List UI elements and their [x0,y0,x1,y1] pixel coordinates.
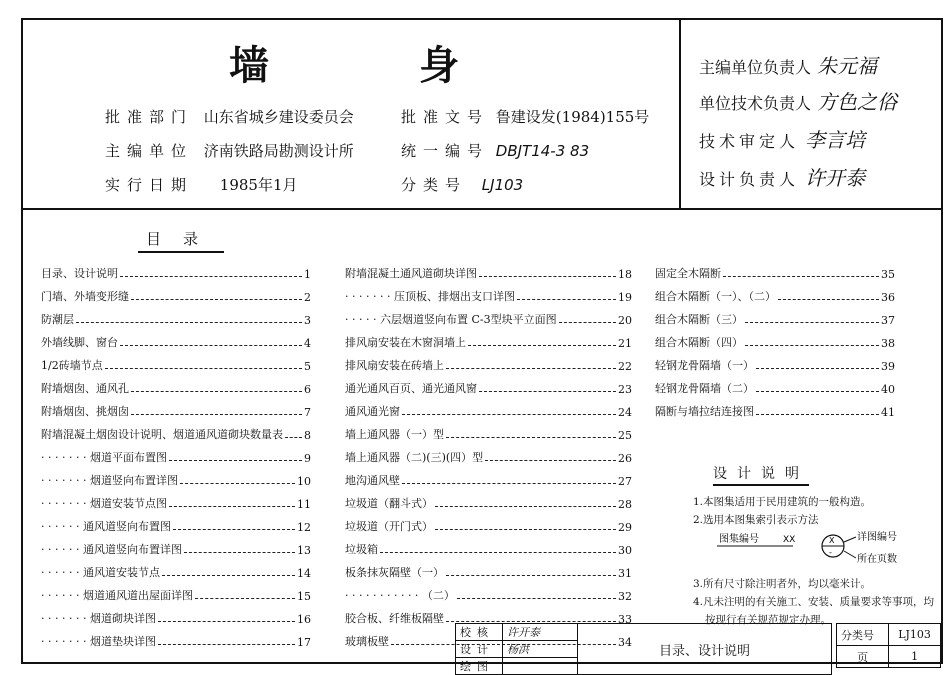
meta-effective-date: 实行日期 1985年1月 [105,176,298,194]
toc-entry [345,465,632,488]
toc-entry-page: 20 [618,314,632,327]
tb-sign-check: 许开泰 [503,624,578,641]
toc-entry-title: 隔断与墙拉结连接图 [655,405,754,418]
svg-text:-: - [829,548,832,557]
toc-entry [655,327,895,350]
title-char-1: 墙 [229,43,271,89]
toc-entry-page: 7 [304,406,311,419]
toc-entry-page: 12 [297,521,311,534]
toc-entry-title: 附墙烟囱、通风孔 [41,382,129,395]
title-block [455,623,832,675]
tb-label-design: 设计 [456,641,503,658]
meta-unified-no: 统一编号 DBJT14-3 83 [401,142,590,160]
signature-row: 单位技术负责人 方色之俗 [699,90,898,114]
toc-leader [380,552,616,553]
diagram-xx: XX [783,535,796,545]
toc-entry-title: · · · · · · · 烟道竖向布置详图 [41,474,178,487]
toc-title: 目录 [138,228,224,253]
toc-leader [517,299,616,300]
toc-entry-title: · · · · · · · 烟道安装节点图 [41,497,167,510]
toc-entry [41,442,311,465]
toc-entry [41,396,311,419]
toc-leader [479,391,616,392]
toc-entry-page: 27 [618,475,632,488]
toc-leader [131,391,302,392]
note-4: 4.凡未注明的有关施工、安装、质量要求等事项，均 [693,596,935,608]
diagram-label-detail: 详图编号 [857,532,897,543]
toc-entry [345,511,632,534]
toc-entry [41,603,311,626]
index-notation-diagram [693,527,923,571]
toc-column-2 [345,258,632,649]
tb-drawing-name: 目录、设计说明 [578,624,832,675]
toc-entry-page: 37 [881,314,895,327]
toc-entry-page: 30 [618,544,632,557]
toc-entry-title: · · · · · · · 压顶板、排烟出支口详图 [345,290,515,303]
toc-leader [745,345,879,346]
toc-entry [345,557,632,580]
toc-leader [756,368,879,369]
toc-entry [345,580,632,603]
toc-entry-page: 14 [297,567,311,580]
tb-catno: LJ103 [889,624,941,646]
toc-entry-page: 1 [304,268,311,281]
toc-entry-title: 垃圾箱 [345,543,378,556]
toc-leader [446,368,616,369]
toc-entry-title: 组合木隔断（三） [655,313,743,326]
toc-entry [41,350,311,373]
toc-leader [158,644,295,645]
toc-entry [345,304,632,327]
toc-leader [120,345,302,346]
toc-entry-page: 39 [881,360,895,373]
toc-entry-title: · · · · · · 通风道竖向布置图 [41,520,171,533]
toc-entry-title: 门墙、外墙变形缝 [41,290,129,303]
signature-row: 主编单位负责人 朱元福 [699,54,878,78]
toc-leader [723,276,879,277]
toc-entry-title: 组合木隔断（一）、（二） [655,290,776,303]
toc-leader [195,598,295,599]
toc-leader [446,621,616,622]
toc-leader [184,552,295,553]
toc-leader [485,460,616,461]
toc-entry-title: · · · · · · 通风道竖向布置详图 [41,543,182,556]
toc-leader [162,575,295,576]
toc-entry [41,465,311,488]
toc-leader [131,299,302,300]
toc-entry-title: 目录、设计说明 [41,267,118,280]
toc-leader [131,414,302,415]
drawing-sheet [21,18,943,673]
header-info-block [23,20,681,210]
toc-entry-page: 32 [618,590,632,603]
toc-leader [479,276,616,277]
tb-page-label: 页 [837,646,889,668]
toc-entry-page: 9 [304,452,311,465]
toc-entry [41,419,311,442]
toc-leader [402,414,616,415]
meta-editor-unit: 主编单位 济南铁路局勘测设计所 [105,142,354,160]
toc-entry-page: 41 [881,406,895,419]
toc-entry-page: 17 [297,636,311,649]
toc-entry [655,396,895,419]
diagram-x-top: X [829,536,835,545]
toc-entry [345,327,632,350]
tb-page-no: 1 [889,646,941,668]
title-block-index [836,623,941,668]
toc-entry-title: 通风通光窗 [345,405,400,418]
toc-entry [655,373,895,396]
toc-entry-page: 33 [618,613,632,626]
toc-leader [778,299,879,300]
toc-entry-title: 板条抹灰隔壁（一） [345,566,444,579]
signature-block [681,20,943,210]
toc-leader [180,483,295,484]
signature-row: 技术审定人 李言培 [699,128,866,152]
toc-entry-title: 垃圾道（开门式） [345,520,433,533]
toc-entry-page: 16 [297,613,311,626]
toc-entry [345,258,632,281]
toc-leader [457,598,616,599]
toc-entry-page: 4 [304,337,311,350]
toc-entry-title: 玻璃板壁 [345,635,389,648]
toc-entry-title: 排风扇安装在砖墙上 [345,359,444,372]
toc-entry [345,281,632,304]
toc-entry-title: 附墙混凝土烟囱设计说明、烟道通风道砌块数量表 [41,428,283,441]
toc-entry-page: 22 [618,360,632,373]
toc-entry-page: 21 [618,337,632,350]
toc-entry [41,327,311,350]
meta-approval-dept: 批准部门 山东省城乡建设委员会 [105,108,354,126]
toc-entry [41,258,311,281]
tb-sign-design: 杨洪 [503,641,578,658]
toc-entry-title: 轻钢龙骨隔墙（二） [655,382,754,395]
toc-entry [655,304,895,327]
toc-entry-page: 10 [297,475,311,488]
toc-entry [41,580,311,603]
toc-entry [345,534,632,557]
toc-leader [285,437,302,438]
toc-entry-page: 38 [881,337,895,350]
toc-entry [41,281,311,304]
toc-entry-title: 组合木隔断（四） [655,336,743,349]
toc-entry-page: 28 [618,498,632,511]
toc-entry [345,350,632,373]
toc-leader [745,322,879,323]
toc-leader [173,529,295,530]
toc-entry [655,258,895,281]
note-1: 1.本图集适用于民用建筑的一般构造。 [693,496,872,508]
toc-entry-page: 15 [297,590,311,603]
meta-category-no: 分类号 LJ103 [401,176,524,194]
toc-leader [559,322,616,323]
toc-entry-page: 34 [618,636,632,649]
toc-entry-page: 11 [297,498,311,511]
toc-leader [120,276,302,277]
tb-label-draw: 绘图 [456,658,503,675]
toc-entry [41,373,311,396]
toc-entry-title: · · · · · · · 烟道平面布置图 [41,451,167,464]
toc-entry-title: 垃圾道（翻斗式） [345,497,433,510]
toc-leader [169,506,295,507]
signature-row: 设计负责人 许开泰 [699,166,866,190]
toc-leader [446,437,616,438]
note-2: 2.选用本图集索引表示方法 [693,514,819,526]
toc-column-3 [655,258,895,419]
toc-entry-page: 6 [304,383,311,396]
toc-entry-page: 36 [881,291,895,304]
toc-leader [158,621,295,622]
toc-leader [169,460,302,461]
toc-entry-page: 24 [618,406,632,419]
toc-entry-page: 13 [297,544,311,557]
toc-entry-title: · · · · · · · 烟道砌块详图 [41,612,156,625]
toc-entry-title: · · · · · · · · · · · （二） [345,589,455,602]
toc-entry-title: 防潮层 [41,313,74,326]
toc-entry [41,534,311,557]
toc-entry-page: 40 [881,383,895,396]
toc-leader [76,322,302,323]
toc-entry-title: 通光通风百页、通光通风窗 [345,382,477,395]
toc-column-1 [41,258,311,649]
diagram-label-left: 图集编号 [719,534,759,545]
toc-leader [105,368,302,369]
toc-entry-title: 墙上通风器（二)(三)(四）型 [345,451,484,464]
toc-entry [345,373,632,396]
toc-entry [41,557,311,580]
toc-entry-page: 23 [618,383,632,396]
toc-entry-title: 轻钢龙骨隔墙（一） [655,359,754,372]
toc-entry-title: · · · · · · 通风道安装节点 [41,566,160,579]
toc-entry-title: 胶合板、纤维板隔壁 [345,612,444,625]
toc-entry [345,396,632,419]
toc-entry-title: 排风扇安装在木窗洞墙上 [345,336,466,349]
tb-sign-draw [503,658,578,675]
toc-entry-title: 墙上通风器（一）型 [345,428,444,441]
toc-entry-title: · · · · · 六层烟道竖向布置 C-3型块平立面图 [345,313,557,326]
note-3: 3.所有尺寸除注明者外，均以毫米计。 [693,578,872,590]
toc-entry [655,281,895,304]
toc-entry [41,511,311,534]
meta-approval-no: 批准文号 鲁建设发(1984)155号 [401,108,650,126]
toc-leader [756,391,879,392]
toc-entry [345,488,632,511]
toc-entry-page: 29 [618,521,632,534]
title-char-2: 身 [419,43,461,89]
toc-entry [655,350,895,373]
toc-entry-page: 2 [304,291,311,304]
toc-leader [435,529,616,530]
toc-entry-page: 19 [618,291,632,304]
toc-leader [446,575,616,576]
toc-entry [41,488,311,511]
toc-entry-page: 35 [881,268,895,281]
toc-entry-title: 1/2砖墙节点 [41,359,103,372]
toc-entry-page: 25 [618,429,632,442]
toc-entry-page: 18 [618,268,632,281]
toc-leader [402,483,616,484]
tb-label-check: 校核 [456,624,503,641]
toc-entry [41,304,311,327]
toc-leader [468,345,616,346]
tb-catno-label: 分类号 [837,624,889,646]
toc-entry-page: 8 [304,429,311,442]
note-5: 按现行有关规范规定办理。 [705,614,831,626]
notes-title: 设计说明 [713,463,809,486]
toc-entry-title: 固定全木隔断 [655,267,721,280]
diagram-label-page: 所在页数 [857,554,897,565]
toc-entry-title: 地沟通风壁 [345,474,400,487]
toc-entry [345,442,632,465]
toc-entry-title: 附墙烟囱、挑烟囱 [41,405,129,418]
toc-entry-title: · · · · · · · 烟道垫块详图 [41,635,156,648]
toc-entry-page: 3 [304,314,311,327]
toc-entry-title: · · · · · · 烟道通风道出屋面详图 [41,589,193,602]
toc-entry-page: 26 [618,452,632,465]
toc-entry-page: 31 [618,567,632,580]
toc-entry-title: 外墙线脚、窗台 [41,336,118,349]
toc-entry [41,626,311,649]
toc-leader [435,506,616,507]
toc-entry [345,419,632,442]
toc-entry-title: 附墙混凝土通风道砌块详图 [345,267,477,280]
toc-leader [756,414,879,415]
toc-entry-page: 5 [304,360,311,373]
